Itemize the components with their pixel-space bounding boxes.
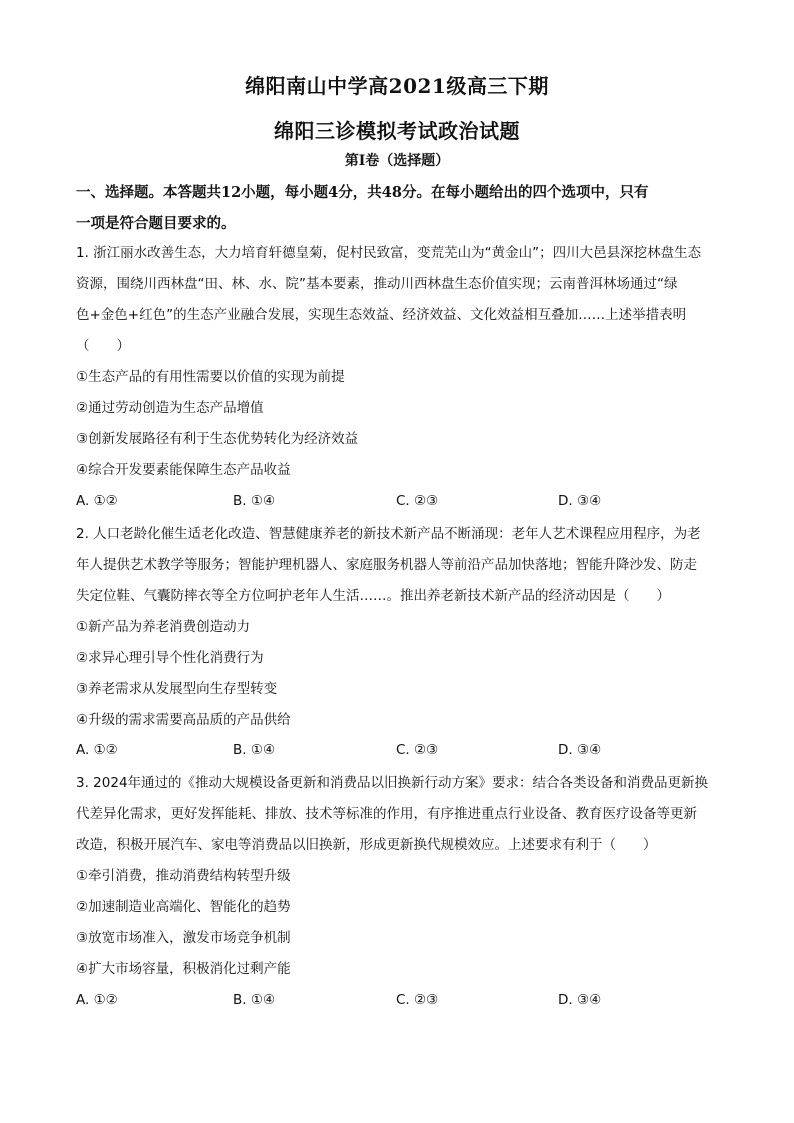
option-d: D. ③④ [558, 742, 602, 758]
option-b: B. ①④ [233, 742, 276, 758]
instructions-line2: 一项是符合题目要求的。 [76, 215, 236, 232]
option-b: B. ①④ [233, 493, 276, 509]
question-stem-line: 资源，围绕川西林盘“田、林、水、院”基本要素，推动川西林盘生态价值实现；云南普洱林场通过“绿 [76, 276, 678, 292]
statement: ②通过劳动创造为生态产品增值 [76, 400, 264, 416]
question-stem-line: 年人提供艺术教学等服务；智能护理机器人、家庭服务机器人等前沿产品加快落地；智能升降沙发、防走 [76, 557, 697, 573]
question-stem-line: 1. 浙江丽水改善生态，大力培育轩德皇菊，促村民致富，变荒芜山为“黄金山”；四川大邑县深挖林盘生态 [76, 245, 702, 261]
option-d: D. ③④ [558, 992, 602, 1008]
statement: ④扩大市场容量，积极消化过剩产能 [76, 961, 291, 977]
option-c: C. ②③ [396, 493, 439, 509]
statement: ③养老需求从发展型向生存型转变 [76, 681, 278, 697]
question-stem-line: 3. 2024年通过的《推动大规模设备更新和消费品以旧换新行动方案》要求：结合各类设备和消费品更新换 [76, 775, 709, 791]
question-stem-line: 色+金色+红色”的生态产业融合发展，实现生态效益、经济效益、文化效益相互叠加……上述举措表明 [76, 307, 687, 323]
statement: ③放宽市场准入，激发市场竞争机制 [76, 930, 291, 946]
section-title: 第Ⅰ卷（选择题） [344, 153, 450, 169]
exam-title-line2: 绵阳三诊模拟考试政治试题 [274, 119, 520, 143]
statement: ①新产品为养老消费创造动力 [76, 619, 251, 635]
statement: ②求异心理引导个性化消费行为 [76, 650, 264, 666]
option-a: A. ①② [76, 992, 118, 1008]
option-a: A. ①② [76, 742, 118, 758]
option-c: C. ②③ [396, 742, 439, 758]
statement: ②加速制造业高端化、智能化的趋势 [76, 899, 291, 915]
option-d: D. ③④ [558, 493, 602, 509]
option-c: C. ②③ [396, 992, 439, 1008]
question-stem-line: 改造，积极开展汽车、家电等消费品以旧换新，形成更新换代规模效应。上述要求有利于（ ） [76, 837, 657, 853]
option-b: B. ①④ [233, 992, 276, 1008]
question-stem-line: （ ） [76, 338, 130, 354]
statement: ③创新发展路径有利于生态优势转化为经济效益 [76, 431, 359, 447]
statement: ④综合开发要素能保障生态产品收益 [76, 462, 291, 478]
option-a: A. ①② [76, 493, 118, 509]
statement: ①生态产品的有用性需要以价值的实现为前提 [76, 369, 345, 385]
instructions-line1: 一、选择题。本答题共12小题，每小题4分，共48分。在每小题给出的四个选项中，只有 [76, 184, 649, 201]
exam-title-line1: 绵阳南山中学高2021级高三下期 [245, 74, 549, 98]
statement: ①牵引消费，推动消费结构转型升级 [76, 868, 291, 884]
statement: ④升级的需求需要高品质的产品供给 [76, 712, 291, 728]
question-stem-line: 代差异化需求，更好发挥能耗、排放、技术等标准的作用，有序推进重点行业设备、教育医疗设备等更新 [76, 806, 697, 822]
question-stem-line: 失定位鞋、气囊防摔衣等全方位呵护老年人生活……。推出养老新技术新产品的经济动因是（ ） [76, 588, 670, 604]
question-stem-line: 2. 人口老龄化催生适老化改造、智慧健康养老的新技术新产品不断涌现：老年人艺术课程应用程序，为老 [76, 526, 701, 542]
